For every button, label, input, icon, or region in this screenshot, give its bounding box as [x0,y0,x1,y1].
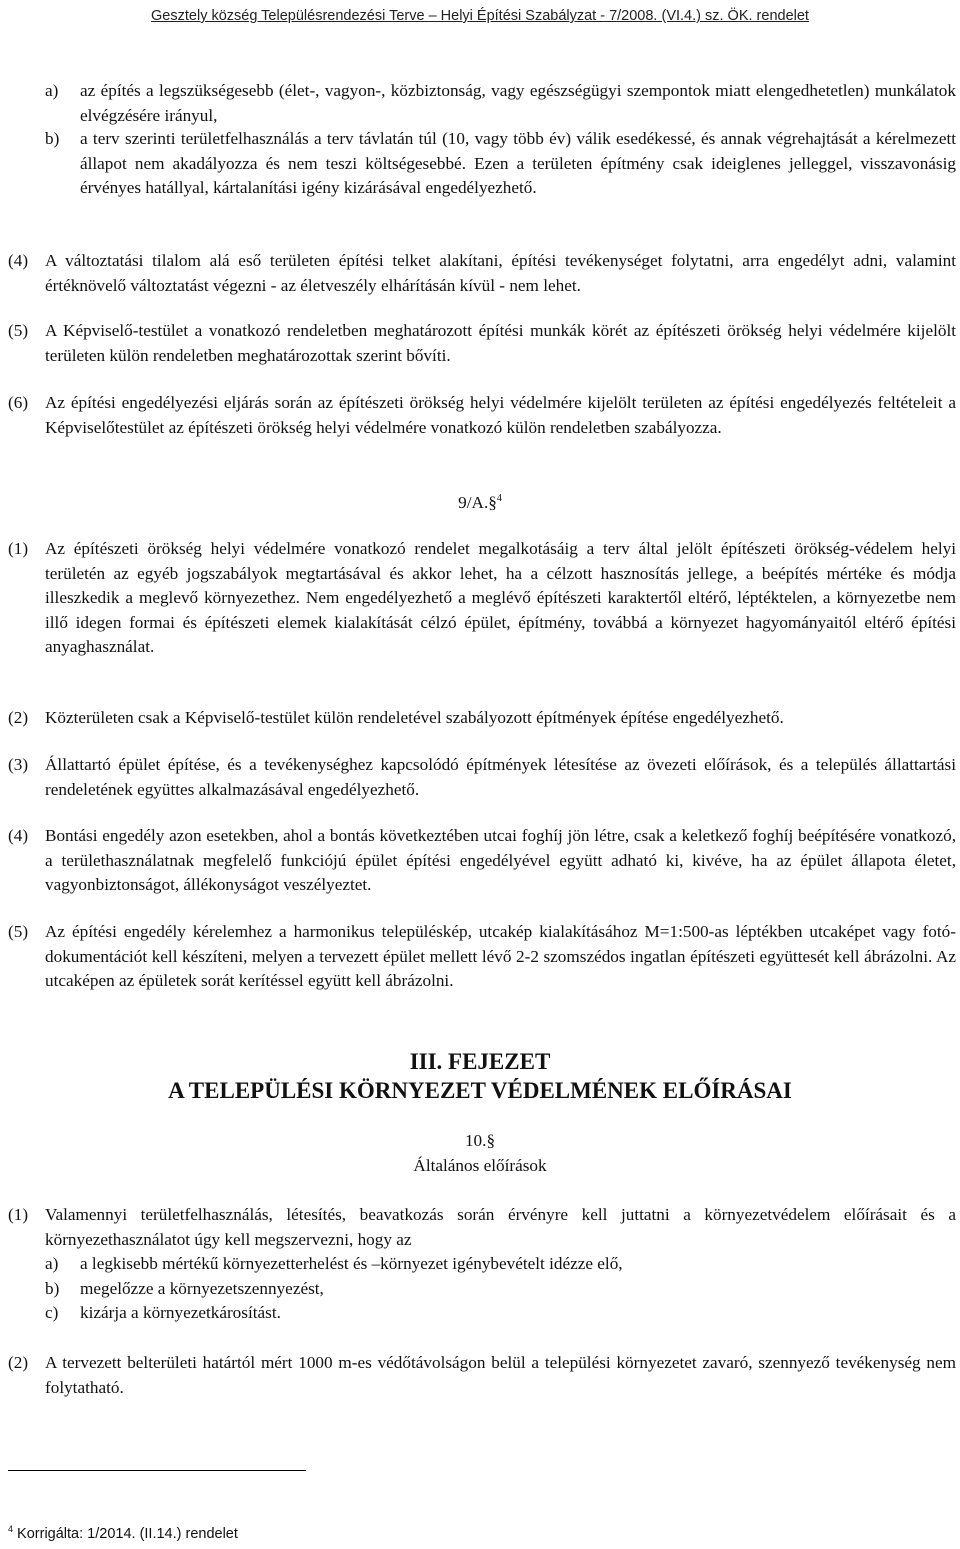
chapter-title: A TELEPÜLÉSI KÖRNYEZET VÉDELMÉNEK ELŐÍRÁSAI [168,1078,792,1103]
footnote-text: Korrigálta: 1/2014. (II.14.) rendelet [17,1526,238,1542]
paragraph-number: (2) [8,708,29,727]
paragraph-number: (4) [8,251,29,270]
section-title-text: 9/A.§ [458,493,497,512]
footnote [8,1524,238,1542]
paragraph-text: A Képviselő-testület a vonatkozó rendeletben meghatározott építési munkák körét az építészeti örökség helyi védelmére kijelölt területen külön rendeletben meghatározottak szerint bővíti. [45,321,956,365]
paragraph-number: (6) [8,393,29,412]
footnote-reference: 4 [496,493,502,504]
paragraph-number: (2) [8,1353,29,1372]
paragraph-number: (5) [8,321,29,340]
paragraph-text: Közterületen csak a Képviselő-testület külön rendeletével szabályozott építmények építése engedélyezhető. [45,708,784,727]
list-item-a: a legkisebb mértékű környezetterhelést és –környezet igénybevételt idézze elő, [80,1254,623,1273]
paragraph-text: Valamennyi területfelhasználás, létesítés, beavatkozás során érvényre kell juttatni a környezetvédelem előírásait és a környezethasználatot úgy kell megszervezni, hogy az [45,1205,956,1249]
paragraph-number: (5) [8,922,29,941]
list-item-b: megelőzze a környezetszennyezést, [80,1279,324,1298]
paragraph-number: (3) [8,755,29,774]
list-label-a: a) [45,1254,59,1273]
running-header [0,8,960,24]
paragraph-text: Állattartó épület építése, és a tevékenységhez kapcsolódó építmények létesítése az övezeti előírások, és a település állattartási rendeletének együttes alkalmazásával engedélyezhető. [45,755,956,799]
list-item-c: kizárja a környezetkárosítást. [80,1303,281,1322]
list-item-b: a terv szerinti területfelhasználás a terv távlatán túl (10, vagy több év) válik esedékessé, és annak végrehajtását a kérelmezett állapot nem akadályozza és nem teszi költségesebbé. Ezen a területen építmény csak ideiglenes jelleggel, visszavonásig érvényes hatállyal, kártalanítási igény kizárásával engedélyezhető. [80,129,956,197]
paragraph-text: A tervezett belterületi határtól mért 1000 m-es védőtávolságon belül a települési környezetet zavaró, szennyező tevékenység nem folytatható. [45,1353,956,1397]
paragraph-text: A változtatási tilalom alá eső területen építési telket alakítani, építési tevékenységet folytatni, arra engedélyt adni, valamint értéknövelő változtatást végezni - az életveszély elhárításán kívül - nem lehet. [45,251,956,295]
list-label-a: a) [45,81,59,100]
list-label-b: b) [45,1279,60,1298]
running-header-text: Gesztely község Településrendezési Terve – Helyi Építési Szabályzat - 7/2008. (VI.4.) sz. ÖK. rendelet [151,8,809,24]
footnote-mark: 4 [8,1524,14,1534]
section-title [0,487,960,516]
section-subtitle: Általános előírások [413,1156,547,1175]
list-item-a: az építés a legszükségesebb (élet-, vagyon-, közbiztonság, vagy egészségügyi szempontok miatt elengedhetetlen) munkálatok elvégzésére irányul, [80,81,956,125]
paragraph-number: (1) [8,1205,29,1224]
paragraph-text: Az építési engedélyezési eljárás során az építészeti örökség helyi védelmére kijelölt területen az építési engedélyezés feltételeit a Képviselőtestület az építészeti örökség helyi védelmére vonatkozó külön rendeletben szabályozza. [45,393,956,437]
paragraph-text: Bontási engedély azon esetekben, ahol a bontás következtében utcai foghíj jön létre, csak a keletkező foghíj beépítésére vonatkozó, a területhasználatnak megfelelő funkciójú épület építési engedélyével együtt adható ki, kivéve, ha az épület állapota életet, vagyonbiztonságot, állékonyságot veszélyeztet. [45,826,956,894]
chapter-number: III. FEJEZET [409,1049,551,1074]
paragraph-number: (4) [8,826,29,845]
paragraph-text: Az építési engedély kérelemhez a harmonikus településkép, utcakép kialakításához M=1:500-as léptékben utcaképet vagy fotó-dokumentációt kell készíteni, melyen a tervezett épület mellett lévő 2-2 szomszédos ingatlan építészeti együttesét kell ábrázolni. Az utcaképen az épületek sorát kerítéssel együtt kell ábrázolni. [45,922,956,990]
footnote-separator [8,1470,306,1471]
paragraph-number: (1) [8,539,29,558]
list-label-b: b) [45,129,60,148]
list-label-c: c) [45,1303,59,1322]
section-title: 10.§ [464,1131,496,1150]
paragraph-text: Az építészeti örökség helyi védelmére vonatkozó rendelet megalkotásáig a terv által jelölt építészeti örökség-védelem helyi területén az egyéb jogszabályok megtartásával és akkor lehet, ha a célzott hasznosítás jellege, a beépítés mértéke és módja illeszkedik a meglevő környezethez. Nem engedélyezhető a meglévő építészeti karaktertől eltérő, léptéktelen, a környezetbe nem illő idegen formai és építészeti elemek kialakítását célzó épület, építmény, továbbá a környezet hagyományaitól eltérő építési anyaghasználat. [45,539,956,656]
